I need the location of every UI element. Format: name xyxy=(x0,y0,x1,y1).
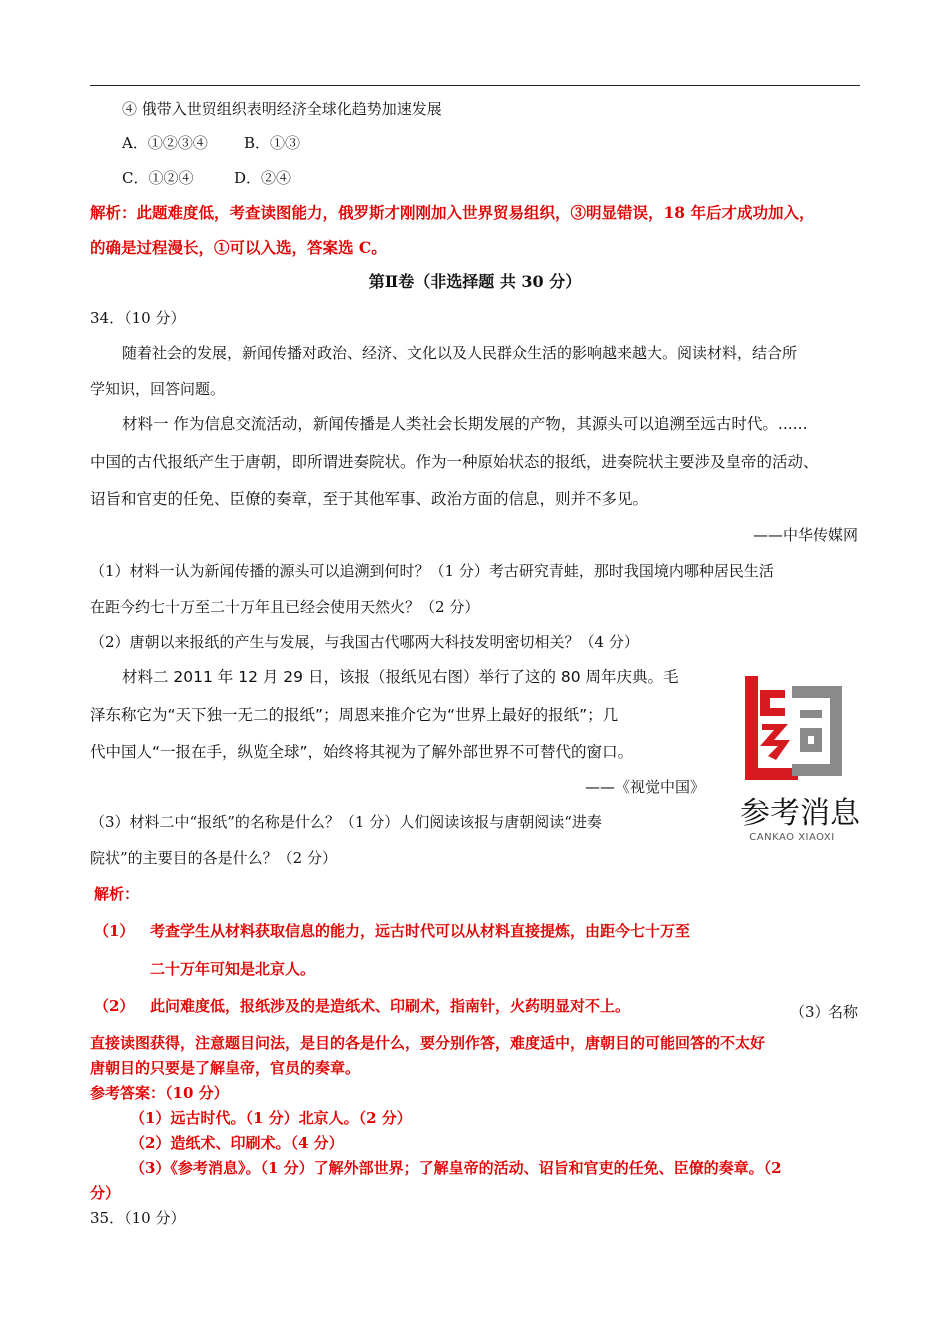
choice-b: B．①③ xyxy=(244,134,301,152)
analysis-34-p3-line1: 直接读图获得，注意题目问法，是目的各是什么，要分别作答，难度适中，唐朝目的可能回答的不太好 xyxy=(90,1034,766,1052)
analysis-34-p1-num: （1） xyxy=(94,922,135,940)
material1-source: ——中华传媒网 xyxy=(752,526,858,544)
analysis-34-p2-num: （2） xyxy=(94,997,135,1015)
svg-text:参考消息: 参考消息 xyxy=(740,796,860,831)
material1-line2: 中国的古代报纸产生于唐朝，即所谓进奏院状。作为一种原始状态的报纸，进奏院状主要涉及皇帝的活动、 xyxy=(90,453,819,471)
q34-sub2: （2）唐朝以来报纸的产生与发展，与我国古代哪两大科技发明密切相关？（4 分） xyxy=(90,633,639,651)
q35-header: 35．（10 分） xyxy=(90,1209,186,1227)
analysis-34-p3-num: （3） xyxy=(790,1003,830,1021)
q34-intro-line2: 学知识，回答问题。 xyxy=(90,380,226,398)
option-4: ④ 俄带入世贸组织表明经济全球化趋势加速发展 xyxy=(122,100,442,118)
newspaper-logo-icon xyxy=(730,668,870,848)
material1-line1: 材料一 作为信息交流活动，新闻传播是人类社会长期发展的产物，其源头可以追溯至远古时代。...... xyxy=(122,415,808,433)
reference-answer-3-line2: 分） xyxy=(90,1184,121,1202)
reference-label: 参考答案：（10 分） xyxy=(90,1084,229,1102)
material1-line3: 诏旨和官吏的任免、臣僚的奏章，至于其他军事、政治方面的信息，则并不多见。 xyxy=(90,490,649,508)
analysis-34-p1-line1: 考查学生从材料获取信息的能力，远古时代可以从材料直接提炼，由距今七十万至 xyxy=(150,922,691,940)
material2-line2: 泽东称它为“天下独一无二的报纸”；周恩来推介它为“世界上最好的报纸”；几 xyxy=(90,706,619,724)
header-rule xyxy=(90,85,860,86)
choice-d: D．②④ xyxy=(234,169,292,187)
q34-sub3-line2: 院状”的主要目的各是什么？（2 分） xyxy=(90,849,337,867)
q34-intro-line1: 随着社会的发展，新闻传播对政治、经济、文化以及人民群众生活的影响越来越大。阅读材料，结合所 xyxy=(122,344,798,362)
analysis-34-label: 解析： xyxy=(94,885,140,903)
choice-c: C．①②④ xyxy=(122,169,194,187)
svg-text:CANKAO XIAOXI: CANKAO XIAOXI xyxy=(749,832,835,843)
reference-answer-3-line1: （3）《参考消息》。（1 分）了解外部世界；了解皇帝的活动、诏旨和官吏的任免、臣僚的奏章。（2 xyxy=(130,1159,782,1177)
choice-a: A．①②③④ xyxy=(122,134,208,152)
reference-answer-2: （2）造纸术、印刷术。（4 分） xyxy=(130,1134,344,1152)
material2-source: ——《视觉中国》 xyxy=(584,778,705,796)
q34-sub1-line2: 在距今约七十万至二十万年且已经会使用天然火？（2 分） xyxy=(90,598,480,616)
reference-answer-1: （1）远古时代。（1 分）北京人。（2 分） xyxy=(130,1109,412,1127)
analysis-34-p2-text: 此问难度低，报纸涉及的是造纸术、印刷术，指南针，火药明显对不上。 xyxy=(150,997,631,1015)
q34-sub1-line1: （1）材料一认为新闻传播的源头可以追溯到何时？（1 分）考古研究青蛙，那时我国境内哪种居民生活 xyxy=(90,562,774,580)
cankao-xiaoxi-logo xyxy=(730,668,870,848)
analysis-34-p3-line2: 唐朝目的只要是了解皇帝，官员的奏章。 xyxy=(90,1059,361,1077)
analysis-33-line1: 解析：此题难度低，考查读图能力，俄罗斯才刚刚加入世界贸易组织，③明显错误，18 年后才成功加入， xyxy=(90,203,815,222)
material2-line3: 代中国人“一报在手，纵览全球”，始终将其视为了解外部世界不可替代的窗口。 xyxy=(90,743,634,761)
section-title: 第Ⅱ卷（非选择题 共 30 分） xyxy=(368,272,582,291)
q34-header: 34．（10 分） xyxy=(90,309,186,327)
analysis-34-p1-line2: 二十万年可知是北京人。 xyxy=(150,960,316,978)
analysis-33-line2: 的确是过程漫长，①可以入选，答案选 C。 xyxy=(90,238,387,257)
q34-sub3-line1: （3）材料二中“报纸”的名称是什么？（1 分）人们阅读该报与唐朝阅读“进奏 xyxy=(90,813,602,831)
analysis-34-p3-head: 名称 xyxy=(828,1003,859,1021)
material2-line1: 材料二 2011 年 12 月 29 日，该报（报纸见右图）举行了这的 80 周年庆典。毛 xyxy=(122,668,679,686)
